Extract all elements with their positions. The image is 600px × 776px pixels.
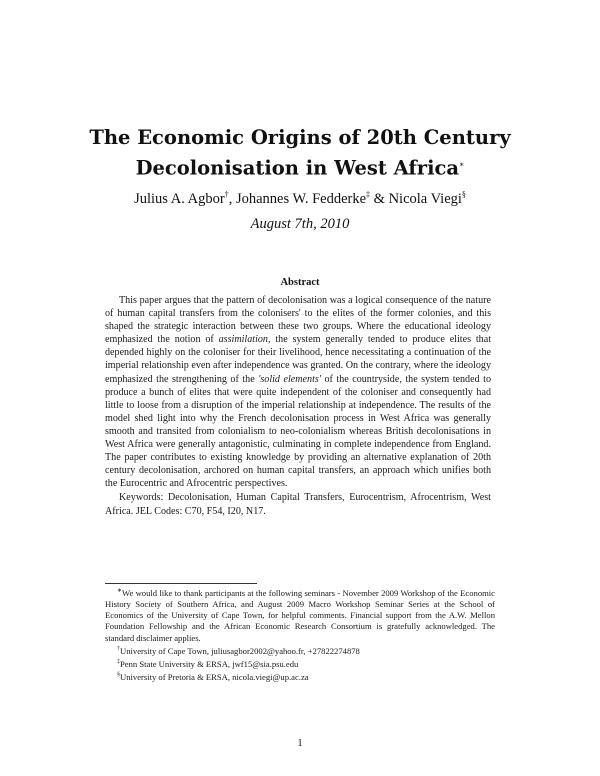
abstract-emphasis: assimilation xyxy=(218,334,268,346)
footnote-mark: † xyxy=(117,645,120,652)
footnote-mark: ‡ xyxy=(117,658,120,665)
footnote-rule xyxy=(105,583,257,584)
abstract-text: of the countryside, the system tended to produce a bunch of elites that were quite independent of the coloniser and consequently had little to loose from a disruption of the imperial relationship at independence. The results of the model shed light into why the French decolonisation process in West Africa was generally smooth and transited from colonialism to neo-colonialism whereas British decolonisations in West Africa were generally antagonistic, culminating in complete independence from England. The paper contributes to existing knowledge by providing an alternative explanation of 20th century decolonisation, archored on human capital transfers, an approach which unifies both the Eurocentric and Afrocentric perspectives. xyxy=(105,373,491,490)
footnote-text: We would like to thank participants at the following seminars - November 2009 Workshop of the Economic History Society of Southern Africa, and August 2009 Macro Workshop Seminar Series at the School of Economics of the University of Cape Town, for helpful comments. Financial support from the A.W. Mellon Foundation Fellowship and the African Economic Research Consortium is gratefully acknowledged. The standard disclaimer applies. xyxy=(105,587,495,643)
author-name: Johannes W. Fedderke xyxy=(235,190,367,207)
author-footnote-mark: ‡ xyxy=(366,190,371,199)
keywords-paragraph: Keywords: Decolonisation, Human Capital Transfers, Eurocentrism, Afrocentrism, West Africa. JEL Codes: C70, F54, I20, N17. xyxy=(105,492,491,517)
footnote xyxy=(105,644,495,657)
abstract-paragraph xyxy=(105,294,491,490)
footnote xyxy=(105,670,495,683)
footnote-text: University of Pretoria & ERSA, nicola.viegi@up.ac.za xyxy=(120,671,309,682)
title-line-2 xyxy=(60,151,540,182)
abstract-emphasis: 'solid elements' xyxy=(258,373,321,385)
footnote-mark: § xyxy=(117,672,120,678)
footnote xyxy=(105,657,495,670)
page-number: 1 xyxy=(297,738,303,749)
author-separator: & xyxy=(370,190,389,207)
title-line-1: The Economic Origins of 20th Century xyxy=(89,126,511,149)
author-name: Nicola Viegi xyxy=(388,190,462,207)
title-footnote-mark: ∗ xyxy=(459,160,465,169)
footnote-mark: ∗ xyxy=(117,588,123,594)
abstract-text: This paper argues that the pattern of decolonisation was a logical consequence of the nature of human capital transfers from the colonisers' to the elites of the former colonies, and this shaped the strategic interaction between these two groups. Where the educational ideology emphasized the notion of xyxy=(105,295,491,346)
footnote-text: University of Cape Town, juliusagbor2002@yahoo.fr, +27822274878 xyxy=(120,645,360,656)
paper-date: August 7th, 2010 xyxy=(250,216,350,232)
author-separator: , xyxy=(228,190,236,207)
abstract-body xyxy=(105,294,491,518)
author-footnote-mark: § xyxy=(461,190,466,199)
footnote-text: Penn State University & ERSA, jwf15@sia.psu.edu xyxy=(120,658,299,669)
title-line-2-text: Decolonisation in West Africa xyxy=(135,156,459,180)
footnotes xyxy=(105,586,495,683)
author-list xyxy=(60,190,540,208)
author-footnote-mark: † xyxy=(224,190,229,199)
abstract-heading: Abstract xyxy=(280,277,320,288)
footnote xyxy=(105,586,495,644)
author-name: Julius A. Agbor xyxy=(134,190,225,207)
paper-title xyxy=(60,124,540,182)
abstract-text: , the system generally tended to produce elites that depended highly on the coloniser for their livelihood, hence necessitating a continuation of the imperial relationship even after independence was granted. On the contrary, where the ideology emphasized the strengthening of the xyxy=(105,334,491,385)
